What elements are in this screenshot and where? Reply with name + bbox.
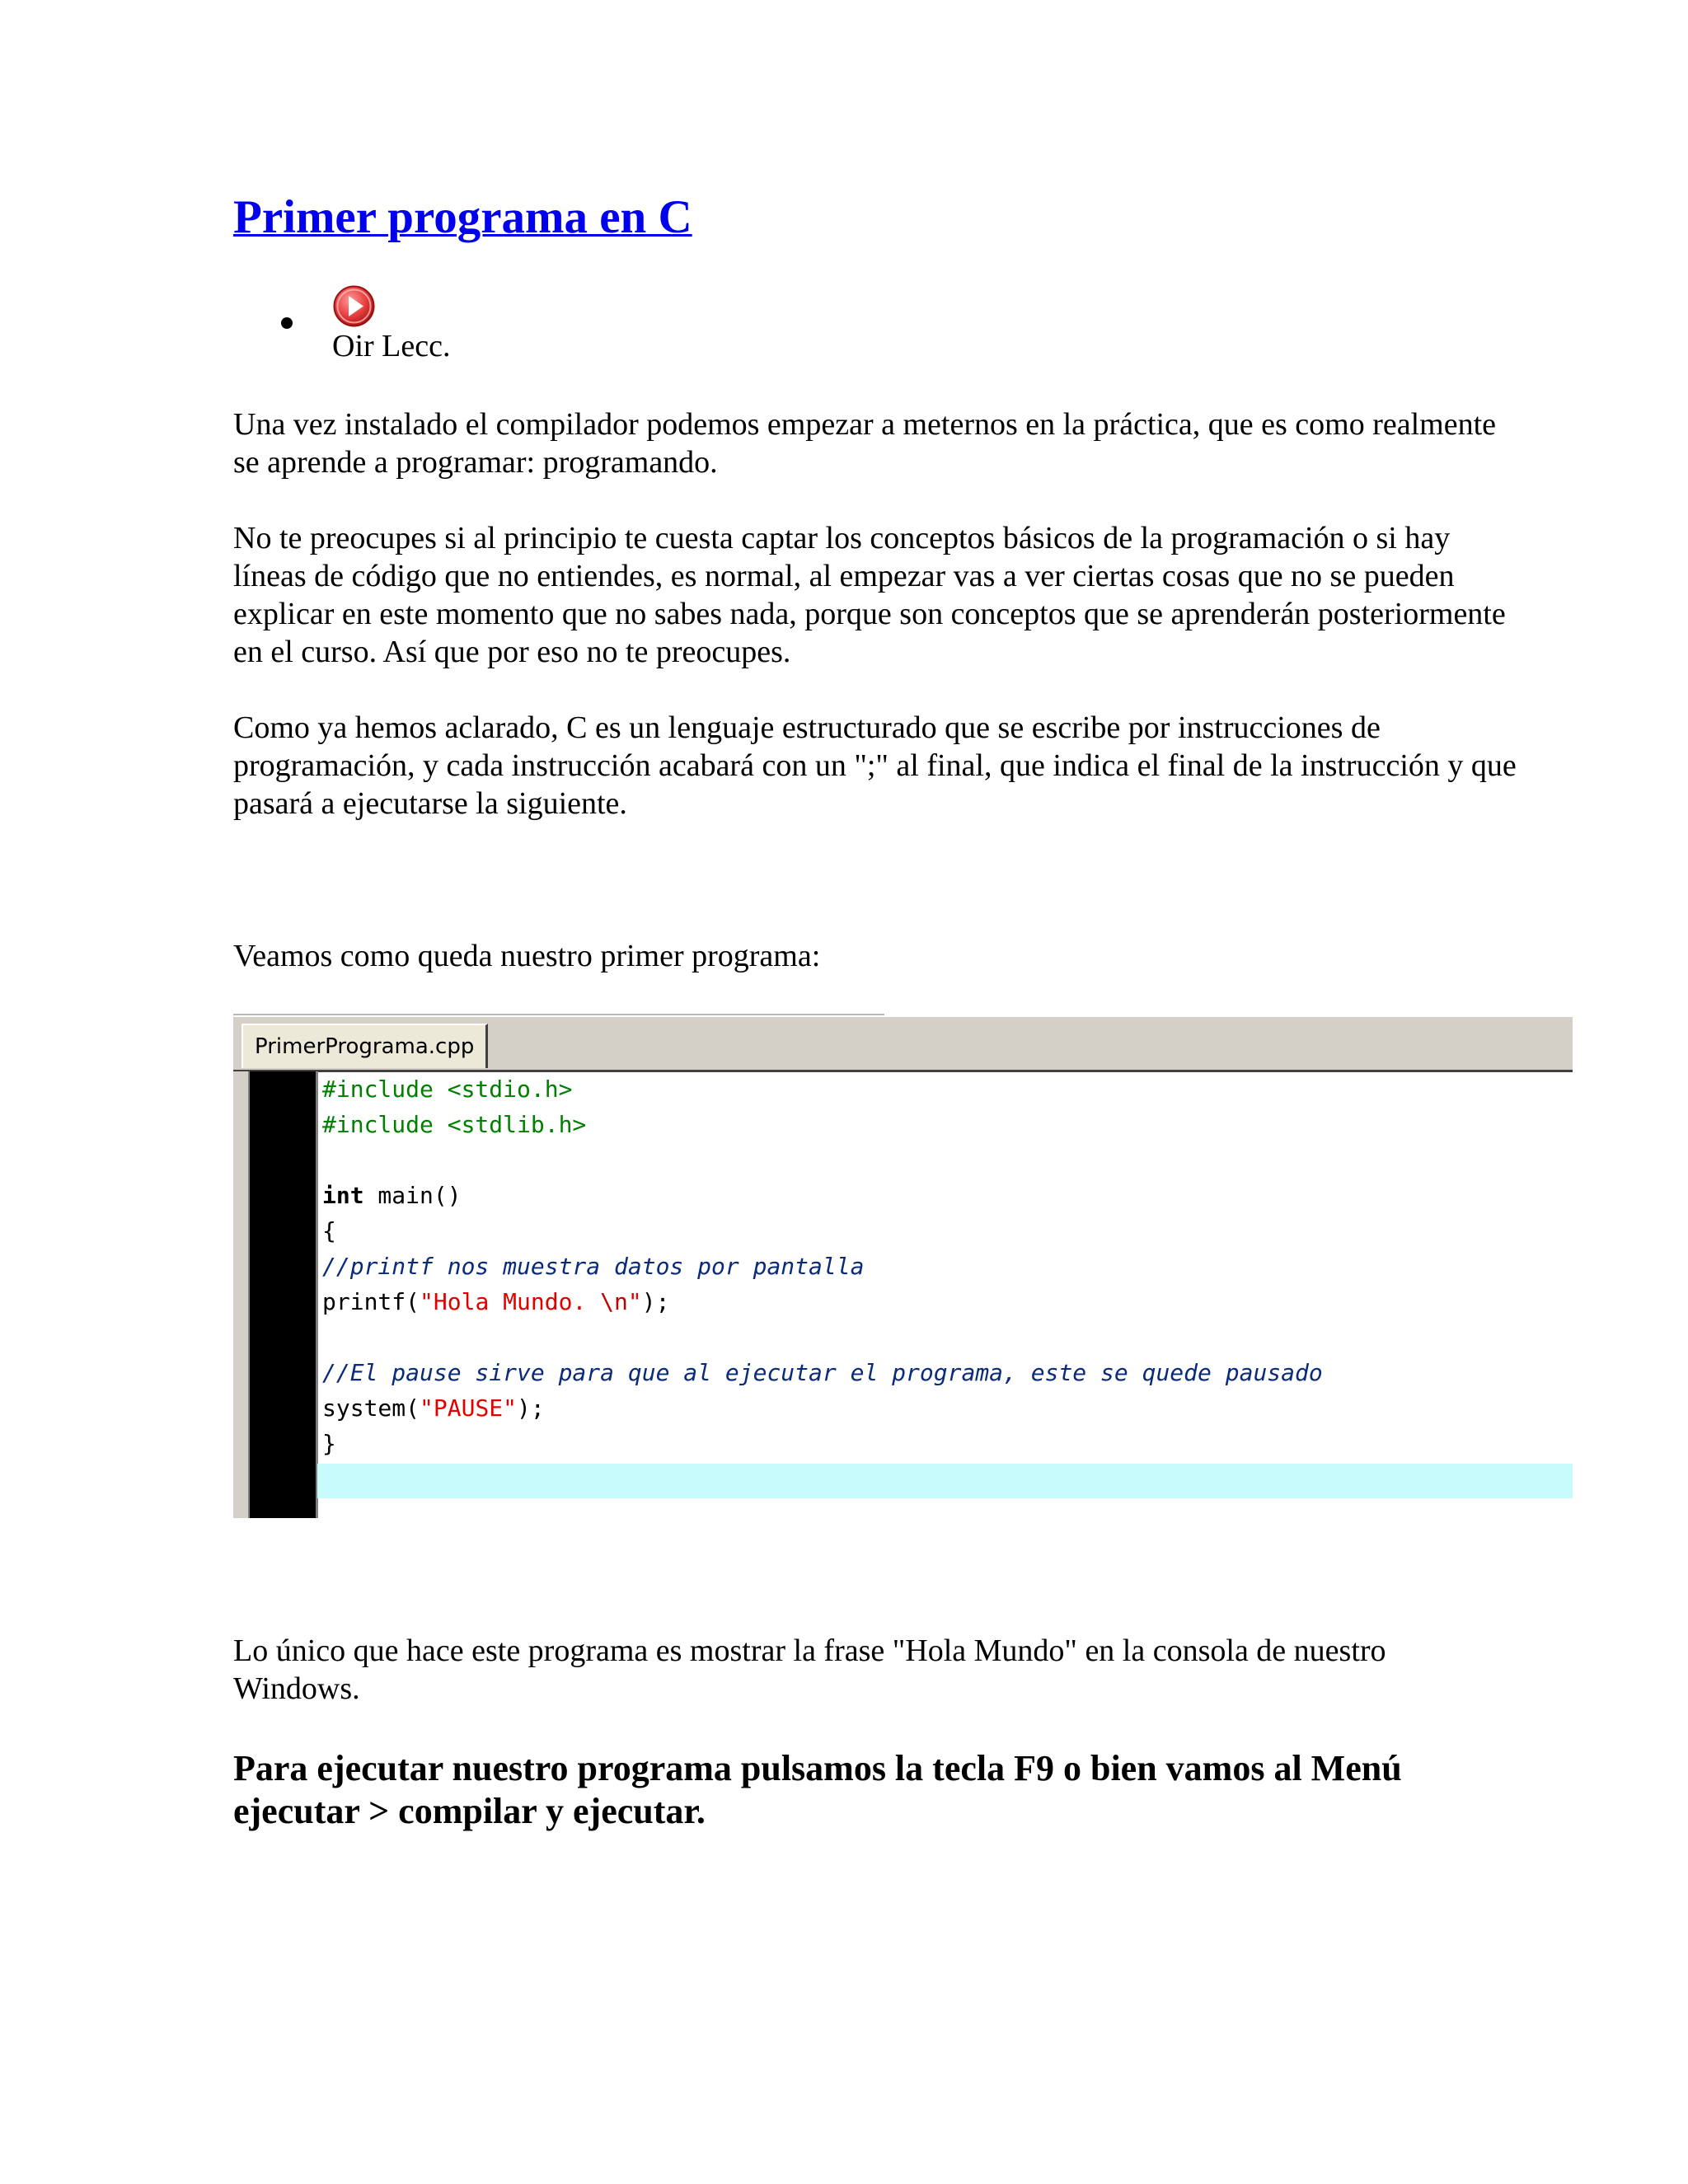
play-icon[interactable] xyxy=(332,284,376,328)
editor-tab-bar xyxy=(233,1017,1573,1072)
run-instruction-heading: Para ejecutar nuestro programa pulsamos la tecla F9 o bien vamos al Menú ejecutar > compilar y ejecutar. xyxy=(233,1748,1402,1831)
editor-top-border xyxy=(233,1014,884,1015)
code-printf-string-end: " xyxy=(627,1288,642,1315)
code-close-brace: } xyxy=(322,1430,336,1457)
code-printf-end: ); xyxy=(641,1288,670,1315)
listen-list xyxy=(233,284,450,364)
code-line xyxy=(322,1249,1573,1284)
code-area[interactable] xyxy=(322,1071,1573,1518)
code-line-blank xyxy=(322,1142,1573,1178)
paragraph-dont-worry: No te preocupes si al principio te cuesta captar los conceptos básicos de la programación o si hay líneas de código que no entiendes, es normal, al empezar vas a ver ciertas cosas que no se pueden explicar en este momento que no sabes nada, porque son conceptos que se aprenderán posteriormente en el curso. Así que por eso no te preocupes. xyxy=(233,521,1506,669)
editor-left-edge xyxy=(233,1071,250,1518)
code-line xyxy=(322,1355,1573,1390)
code-include-stdio: #include <stdio.h> xyxy=(322,1076,573,1103)
code-printf-string: "Hola Mundo. xyxy=(420,1288,601,1315)
listen-list-item xyxy=(233,284,450,364)
code-keyword-int: int xyxy=(322,1182,364,1209)
title-link[interactable]: Primer programa en C xyxy=(233,191,692,243)
code-line xyxy=(322,1390,1573,1426)
code-comment-printf: //printf nos muestra datos por pantalla xyxy=(322,1253,865,1280)
code-printf-call: printf( xyxy=(322,1288,420,1315)
page-title xyxy=(233,190,692,246)
current-line-highlight xyxy=(317,1464,1573,1498)
code-line xyxy=(322,1178,1573,1213)
code-comment-pause: //El pause sirve para que al ejecutar el programa, este se quede pausado xyxy=(322,1359,1323,1386)
code-include-stdlib: #include <stdlib.h> xyxy=(322,1111,587,1138)
code-main-signature: main() xyxy=(363,1182,462,1209)
code-system-end: ); xyxy=(517,1394,545,1422)
code-line xyxy=(322,1426,1573,1461)
code-line xyxy=(322,1071,1573,1107)
tab-primerprograma[interactable]: PrimerPrograma.cpp xyxy=(241,1024,488,1068)
code-line xyxy=(322,1213,1573,1249)
code-line xyxy=(322,1284,1573,1319)
editor-gutter-divider xyxy=(316,1071,318,1518)
paragraph-intro: Una vez instalado el compilador podemos empezar a meternos en la práctica, que es como realmente se aprende a programar: programando. xyxy=(233,407,1497,480)
code-line xyxy=(322,1107,1573,1142)
code-printf-escape: \n xyxy=(600,1288,628,1315)
code-line-blank xyxy=(322,1319,1573,1355)
bullet-dot xyxy=(281,317,293,329)
paragraph-structured-language: Como ya hemos aclarado, C es un lenguaje estructurado que se escribe por instrucciones de programación, y cada instrucción acabará con un ";" al final, que indica el final de la instrucción y que pasará a ejecutarse la siguiente. xyxy=(233,710,1517,821)
paragraph-lets-see: Veamos como queda nuestro primer programa: xyxy=(233,939,821,973)
code-system-call: system( xyxy=(322,1394,420,1422)
paragraph-program-summary: Lo único que hace este programa es mostrar la frase "Hola Mundo" en la consola de nuestro Windows. xyxy=(233,1633,1386,1706)
code-editor-screenshot xyxy=(233,1014,1573,1518)
code-open-brace: { xyxy=(322,1217,336,1244)
listen-label[interactable]: Oir Lecc. xyxy=(332,329,451,363)
code-system-string: "PAUSE" xyxy=(420,1394,518,1422)
editor-gutter xyxy=(250,1071,316,1518)
